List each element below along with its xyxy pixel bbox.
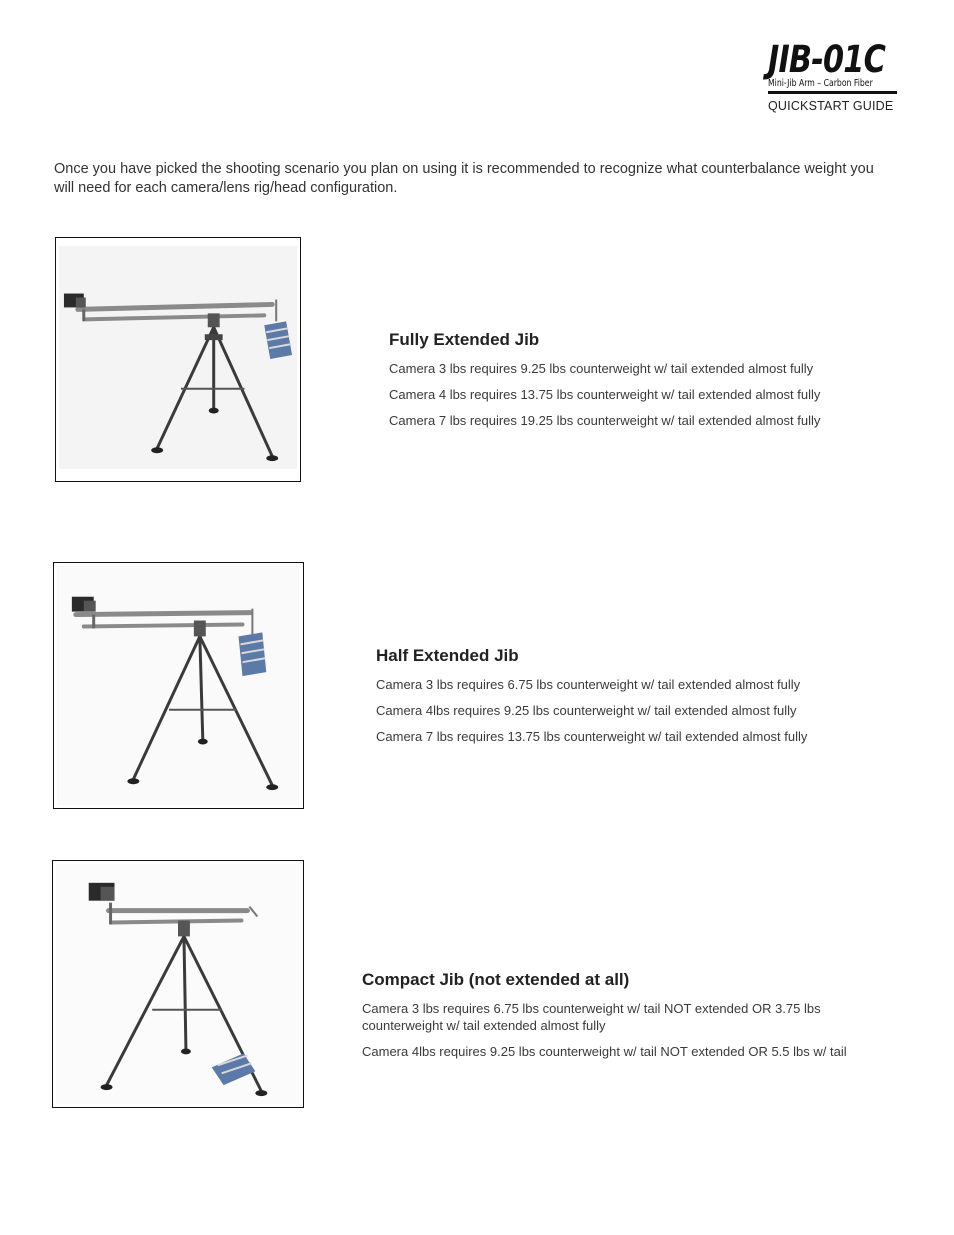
spec-line: Camera 7 lbs requires 19.25 lbs counterweight w/ tail extended almost fully [389,413,821,428]
section-half-extended [376,646,906,754]
product-subtitle: Mini-Jib Arm – Carbon Fiber [768,78,897,94]
section-fully-extended [389,330,909,438]
intro-paragraph: Once you have picked the shooting scenario you plan on using it is recommended to recognize what counterbalance weight you will need for each camera/lens rig/head configuration. [54,161,874,196]
photo-compact-jib [52,860,304,1108]
section-title: Fully Extended Jib [389,330,540,349]
section-title: Compact Jib (not extended at all) [362,970,630,989]
jib-illustration [54,563,303,808]
product-logo: JIB-01C [768,38,886,81]
section-compact [362,970,902,1069]
spec-line: Camera 3 lbs requires 6.75 lbs counterweight w/ tail NOT extended OR 3.75 lbs counterweight w/ tail extended almost fully [362,1001,821,1033]
spec-line: Camera 4 lbs requires 13.75 lbs counterweight w/ tail extended almost fully [389,387,821,402]
photo-half-extended-jib [53,562,304,809]
spec-line: Camera 3 lbs requires 6.75 lbs counterweight w/ tail extended almost fully [376,677,801,692]
header [768,40,908,113]
spec-line: Camera 4lbs requires 9.25 lbs counterweight w/ tail NOT extended OR 5.5 lbs w/ tail [362,1044,847,1059]
section-title: Half Extended Jib [376,646,519,665]
jib-illustration [56,238,300,481]
spec-line: Camera 4lbs requires 9.25 lbs counterweight w/ tail extended almost fully [376,703,797,718]
spec-line: Camera 7 lbs requires 13.75 lbs counterweight w/ tail extended almost fully [376,729,808,744]
document-type: QUICKSTART GUIDE [768,99,894,113]
spec-line: Camera 3 lbs requires 9.25 lbs counterweight w/ tail extended almost fully [389,361,814,376]
photo-fully-extended-jib [55,237,301,482]
jib-illustration [53,861,303,1107]
